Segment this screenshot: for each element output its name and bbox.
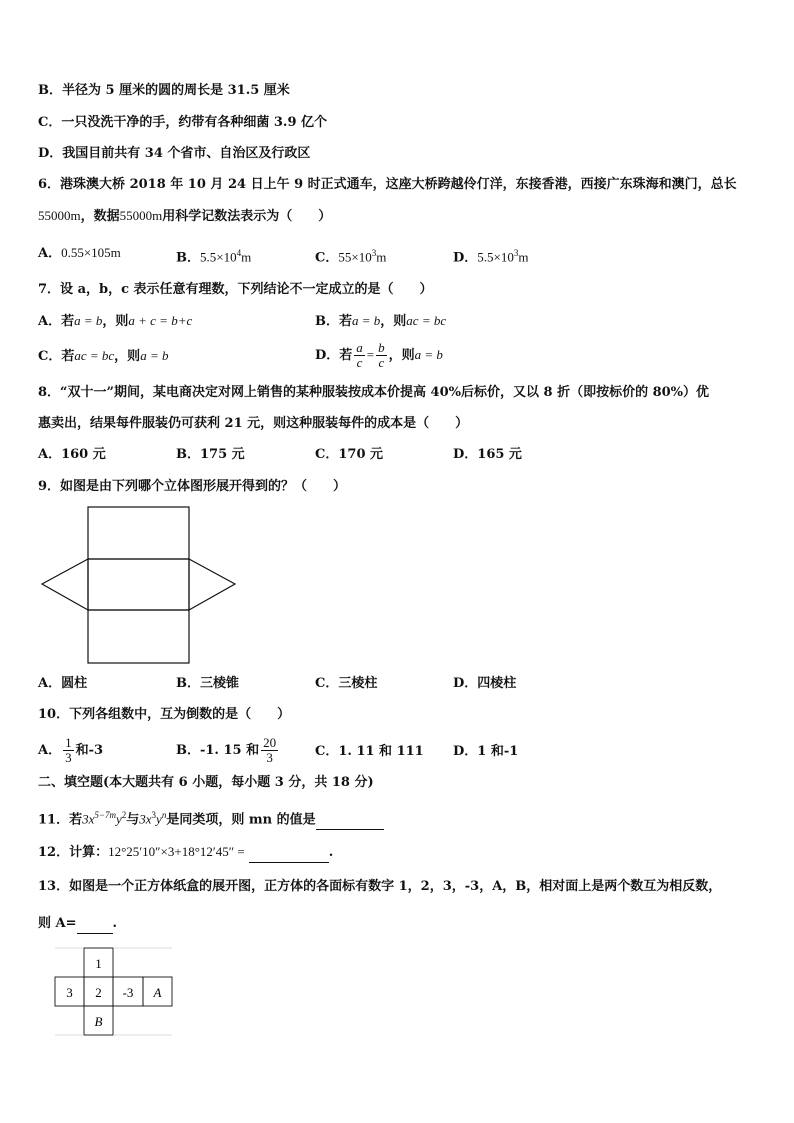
q9-option-d: D．四棱柱 xyxy=(453,676,517,691)
prism-net-figure xyxy=(40,506,240,666)
q7-option-b: B．若a = b，则ac = bc xyxy=(315,313,447,329)
net-label-3: 3 xyxy=(66,985,73,1000)
q10-option-b: B．-1. 15 和 $\frac{20}{3}$ xyxy=(176,735,277,765)
q5-option-c: C．一只没洗干净的手，约带有各种细菌 3.9 亿个 xyxy=(38,115,328,130)
q6-stem-line2: 55000m，数据55000m用科学记数法表示为（ ） xyxy=(38,208,332,224)
q7-option-c: C．若ac = bc，则a = b xyxy=(38,348,169,364)
q8-option-a: A．160 元 xyxy=(38,447,106,462)
net-top-rect xyxy=(88,507,189,559)
q6-stem-line1: 6．港珠澳大桥 2018 年 10 月 24 日上午 9 时正式通车，这座大桥跨越伶仃洋，东接香港，西接广东珠海和澳门，总长 xyxy=(38,177,737,192)
net-label-1: 1 xyxy=(95,956,102,971)
q10-b-fraction: $\frac{20}{3}$ xyxy=(263,735,277,765)
q6-option-c: C．$55\times 10^3m$ xyxy=(315,248,387,266)
net-label-b: B xyxy=(94,1014,103,1029)
q6-option-d: D．$5.5\times 10^3m$ xyxy=(453,248,529,266)
q12-answer-blank[interactable] xyxy=(249,844,329,863)
q10-option-a: A． $\frac{1}{3}$ 和-3 xyxy=(38,735,104,765)
q5-option-b: B．半径为 5 厘米的圆的周长是 31.5 厘米 xyxy=(38,83,290,98)
q13-stem-line2: 则 A= . xyxy=(38,915,117,934)
q8-stem-line1: 8．“双十一”期间，某电商决定对网上销售的某种服装按成本价提高 40%后标价，又以 8 折（即按标价的 80%）优 xyxy=(38,385,710,400)
q5-option-d: D．我国目前共有 34 个省市、自治区及行政区 xyxy=(38,146,311,161)
net-bottom-rect xyxy=(88,610,189,663)
q11-answer-blank[interactable] xyxy=(316,811,384,830)
q7-d-fraction-a-over-c: $\frac{a}{c}$ xyxy=(356,340,363,370)
q8-option-b: B．175 元 xyxy=(176,447,245,462)
section-2-heading: 二、填空题(本大题共有 6 小题，每小题 3 分，共 18 分) xyxy=(38,775,374,790)
q9-option-a: A．圆柱 xyxy=(38,676,88,691)
q6-option-a: A．0.55×105m xyxy=(38,245,121,261)
net-middle-rect xyxy=(88,559,189,610)
q9-option-c: C．三棱柱 xyxy=(315,676,378,691)
q7-d-fraction-b-over-c: $\frac{b}{c}$ xyxy=(378,340,385,370)
net-label-2: 2 xyxy=(95,985,102,1000)
q10-stem: 10．下列各组数中，互为倒数的是（ ） xyxy=(38,707,291,722)
q7-stem: 7．设 a，b，c 表示任意有理数，下列结论不一定成立的是（ ） xyxy=(38,282,433,297)
q8-stem-line2: 惠卖出，结果每件服装仍可获利 21 元，则这种服装每件的成本是（ ） xyxy=(38,416,469,431)
net-left-triangle xyxy=(42,559,88,610)
q12-stem: 12．计算：12°25′10″×3+18°12′45″ = . xyxy=(38,843,333,863)
net-label-a: A xyxy=(153,985,162,1000)
q9-stem: 9．如图是由下列哪个立体图形展开得到的？（ ） xyxy=(38,479,347,494)
cube-net-figure xyxy=(54,946,176,1038)
q8-option-c: C．170 元 xyxy=(315,447,384,462)
q6-data-value: 55000m xyxy=(38,208,81,223)
q13-answer-blank[interactable] xyxy=(77,915,113,934)
net-right-triangle xyxy=(189,559,235,610)
q10-option-c: C．1. 11 和 111 xyxy=(315,744,424,759)
q7-option-d: D．若 $\frac{a}{c}$ = $\frac{b}{c}$ ，则a = b xyxy=(315,340,443,370)
net-label-neg3: -3 xyxy=(122,985,134,1000)
q8-option-d: D．165 元 xyxy=(453,447,522,462)
q11-stem: 11．若$3x^{5-7m}y^2$与$3x^3y^n$是同类项，则 mn 的值是 xyxy=(38,806,384,830)
q13-stem-line1: 13．如图是一个正方体纸盒的展开图，正方体的各面标有数字 1，2，3，-3，A，B，相对面上是两个数互为相反数， xyxy=(38,879,722,894)
q9-option-b: B．三棱锥 xyxy=(176,676,239,691)
q7-option-a: A．若a = b，则a + c = b+c xyxy=(38,313,193,329)
q10-a-fraction: $\frac{1}{3}$ xyxy=(65,735,72,765)
q10-option-d: D．1 和-1 xyxy=(453,744,519,759)
q6-option-b: B．$5.5\times 10^4m$ xyxy=(176,248,252,266)
